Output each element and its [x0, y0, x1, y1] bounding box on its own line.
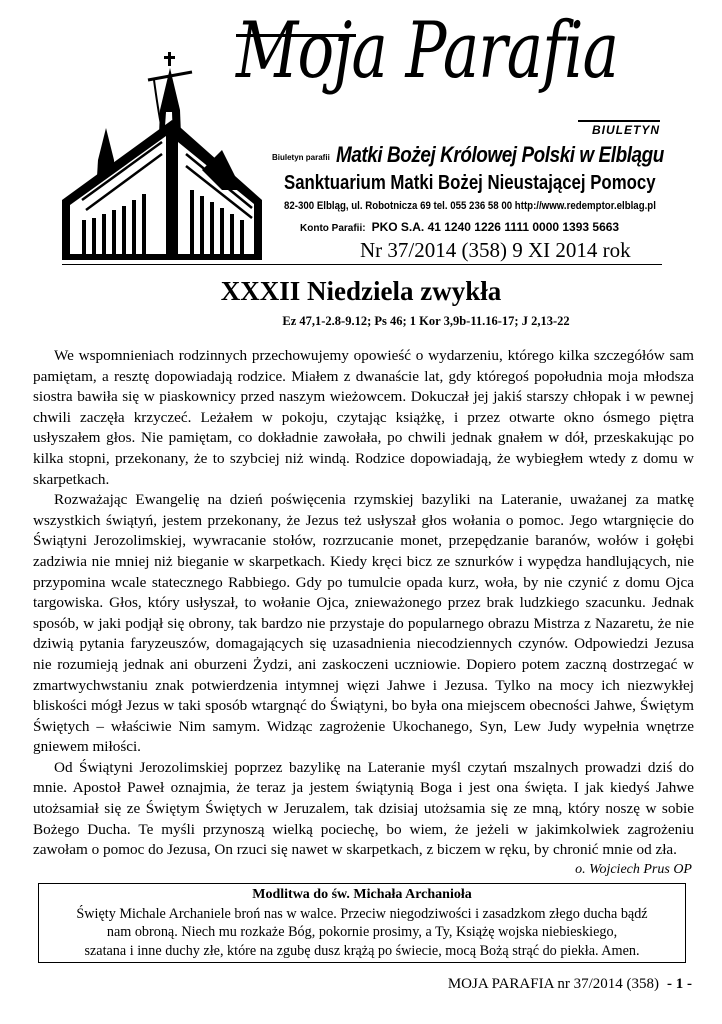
paragraph: We wspomnieniach rodzinnych przechowujemy opowieść o wydarzeniu, którego kilka szczegółów sam pamiętam, a resztę dopowiadają rodzice. Miałem z dwanaście lat, gdy któregoś popołudnia moja młodsza siostra bawiła się w piaskownicy przed naszym wieżowcem. Dokuczał jej jakiś starszy chłopak i w pewnej chwili zaczęła krzyczeć. Leżałem w pokoju, czytając książkę, i przez otwarte okno ósmego piętra usłyszałem głos. Nie pamiętam, co dokładnie zawołała, po chwili jednak gnałem w dół, przeskakując po kilka stopni, przekonany, że to szybciej niż windą. Rodzice dopowiadają, że wybiegłem wtedy z domu w skarpetkach.: [33, 347, 694, 488]
issue-number: Nr 37/2014 (358) 9 XI 2014 rok: [360, 238, 631, 262]
bank-account: [300, 220, 619, 234]
parish-prefix: Biuletyn parafii: [272, 153, 330, 163]
parish-name: Matki Bożej Królowej Polski w Elblągu: [335, 142, 664, 167]
account-number: PKO S.A. 41 1240 1226 1111 0000 1393 5663: [371, 220, 620, 234]
page-number: - 1 -: [667, 976, 692, 992]
prayer-box: [38, 883, 686, 963]
scripture-readings: Ez 47,1-2.8-9.12; Ps 46; 1 Kor 3,9b-11.16-17; J 2,13-22: [282, 314, 570, 328]
prayer-line: Święty Michale Archaniele broń nas w walce. Przeciw niegodziwości i zasadzkom złego ducha bądź: [76, 905, 648, 922]
article-author: o. Wojciech Prus OP: [575, 862, 692, 877]
masthead-divider: [62, 264, 662, 265]
sanctuary-name: Sanktuarium Matki Bożej Nieustającej Pomocy: [284, 172, 656, 194]
paragraph: Rozważając Ewangelię na dzień poświęcenia rzymskiej bazyliki na Lateranie, uważanej za matkę wszystkich świątyń, jestem przekonany, że Jezus też usłyszał głos wołania o pomoc. Jego wtargnięcie do Świątyni Jerozolimskiej, wywracanie stołów, rozrzucanie monet, przepędzanie baranów, wołów i gołębi zadziwia nie mniej niż bieganie w skarpetkach. Kiedy kręci bicz ze sznurków i wypędza handlujących, nie przypomina wcale statecznego Rabbiego. Gdy po tumulcie opada kurz, woła, by nie czynić z domu Ojca targowiska. Głos, który usłyszał, to wołanie Ojca, znieważonego przez brak ludzkiego szacunku. Jednak sposób, w jaki podjął się obrony, tak bardzo nie przystaje do popularnego obrazu Mistrza z Nazaretu, że nie dziwią pytania faryzeuszów, domagających się uzasadnienia niecodziennych czynów. Odpowiedzi Jezusa nie rozumieją jednak ani oburzeni Żydzi, ani zaskoczeni uczniowie. Dopiero potem zaczną dostrzegać w zmartwychwstaniu znak potwierdzenia intymnej więzi Jahwe i Jezusa. Tylko na mocy ich niezwykłej bliskości mógł Jezus w taki sposób wtargnąć do Świątyni, bo była ona miejscem obecności Jahwe, Świętym Świętych – właściwie Nim samym. Widząc zagrożenie Ukochanego, Syn, Lew Judy wypełnia wnętrze gniewem miłości.: [33, 491, 694, 756]
series-label: BIULETYN: [578, 120, 660, 137]
account-label: Konto Parafii:: [300, 223, 366, 234]
parish-line: [272, 142, 717, 168]
prayer-line: nam obroną. Niech mu rozkaże Bóg, pokornie prosimy, a Ty, Książę wojska niebieskiego,: [106, 924, 618, 940]
page-footer: [448, 976, 692, 993]
church-logo-icon: [62, 50, 262, 260]
footer-publication: MOJA PARAFIA nr 37/2014 (358): [447, 976, 659, 992]
prayer-title: Modlitwa do św. Michała Archanioła: [252, 887, 472, 902]
prayer-line: szatana i inne duchy złe, które na zgubę dusz krążą po świecie, mocą Bożą strąć do piekła. Amen.: [84, 942, 640, 959]
masthead: [0, 0, 722, 270]
page-title: XXXII Niedziela zwykła: [220, 276, 502, 306]
contact-address: 82-300 Elbląg, ul. Robotnicza 69 tel. 055 236 58 00 http://www.redemptor.elblag.pl: [284, 200, 656, 212]
paragraph: Od Świątyni Jerozolimskiej poprzez bazylikę na Lateranie myśl czytań mszalnych prowadzi dziś do mnie. Apostoł Paweł oznajmia, że teraz ja jestem świątynią Boga i jest ona święta. I jak kiedyś Jahwe utożsamiał się ze Świętym Świętych w Jeruzalem, tak dzisiaj utożsamia się ze mną, który noszę w sobie Bożego Ducha. Te myśli przynoszą wielką pociechę, bo wiem, że jeżeli w jakimkolwiek zagrożeniu zawołam o pomoc do Jezusa, On rzuci się nawet w skarpetkach, z biczem w ręku, by chronić mnie od zła.: [33, 758, 694, 859]
newsletter-title: Moja Parafia: [236, 6, 619, 96]
article-body: [33, 346, 694, 861]
